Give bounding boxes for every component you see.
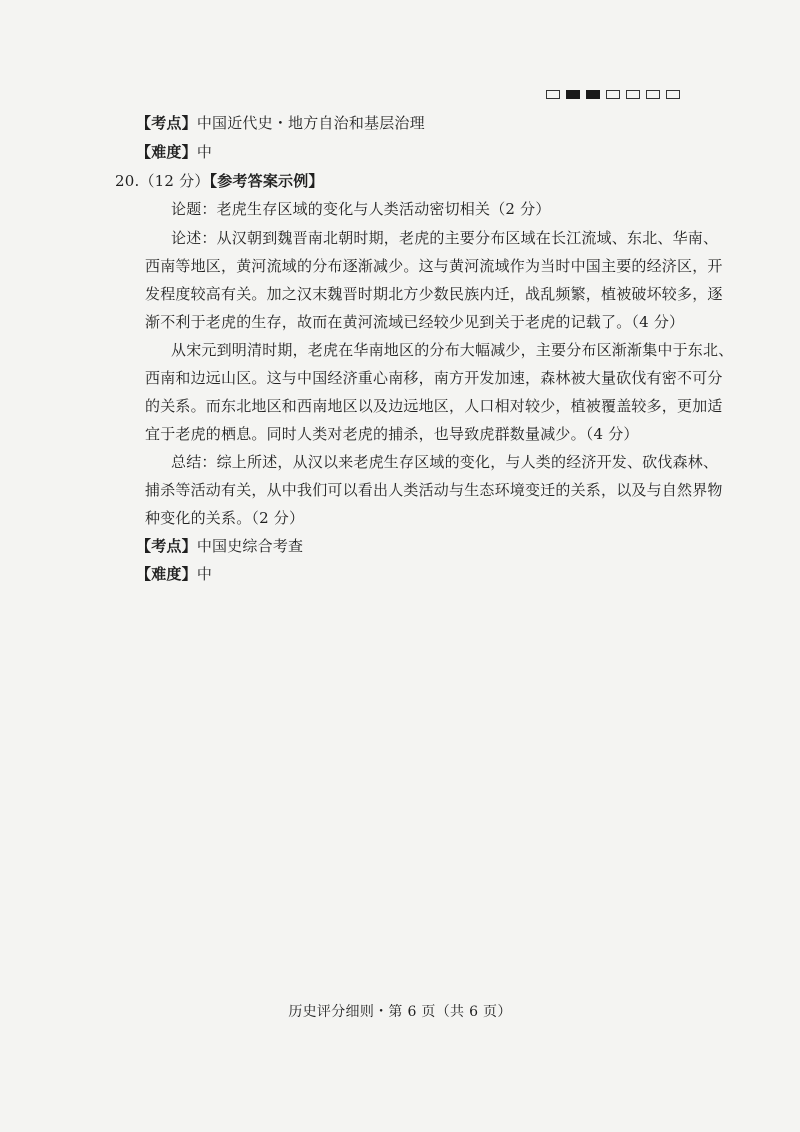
q19-nandu-line — [136, 142, 212, 162]
q20-kaodian-line — [136, 536, 303, 556]
summary-line: 种变化的关系。（2 分） — [145, 509, 305, 527]
page-marker-boxes — [546, 90, 680, 99]
argument-line: 渐不利于老虎的生存，故而在黄河流域已经较少见到关于老虎的记载了。（4 分） — [145, 313, 685, 331]
argument-line: 发程度较高有关。加之汉末魏晋时期北方少数民族内迁，战乱频繁，植被破坏较多，逐 — [145, 285, 723, 303]
kaodian-label: 【考点】 — [136, 537, 197, 555]
answer-label: 【参考答案示例】 — [209, 172, 324, 190]
argument-line: 西南和边远山区。这与中国经济重心南移，南方开发加速，森林被大量砍伐有密不可分 — [145, 369, 723, 387]
kaodian-text: 中国史综合考查 — [196, 537, 304, 555]
question-score: （12 分） — [139, 172, 210, 190]
kaodian-label: 【考点】 — [136, 114, 197, 132]
page-footer: 历史评分细则・第 6 页（共 6 页） — [288, 1004, 512, 1020]
marker-box-filled — [566, 90, 580, 99]
summary-line: 总结：综上所述，从汉以来老虎生存区域的变化，与人类的经济开发、砍伐森林、 — [171, 453, 719, 471]
marker-box — [626, 90, 640, 99]
q20-header-line — [115, 171, 324, 191]
thesis-line: 论题：老虎生存区域的变化与人类活动密切相关（2 分） — [171, 200, 551, 218]
argument-line: 宜于老虎的栖息。同时人类对老虎的捕杀，也导致虎群数量减少。（4 分） — [145, 425, 639, 443]
marker-box — [666, 90, 680, 99]
q20-nandu-line — [136, 564, 212, 584]
marker-box — [646, 90, 660, 99]
argument-line: 从宋元到明清时期，老虎在华南地区的分布大幅减少，主要分布区渐渐集中于东北、 — [171, 341, 734, 359]
marker-box-filled — [586, 90, 600, 99]
marker-box — [606, 90, 620, 99]
argument-line: 西南等地区，黄河流域的分布逐渐减少。这与黄河流域作为当时中国主要的经济区，开 — [145, 257, 723, 275]
nandu-label: 【难度】 — [136, 143, 197, 161]
nandu-label: 【难度】 — [136, 565, 197, 583]
summary-line: 捕杀等活动有关，从中我们可以看出人类活动与生态环境变迁的关系，以及与自然界物 — [145, 481, 723, 499]
nandu-text: 中 — [196, 143, 213, 161]
kaodian-text: 中国近代史・地方自治和基层治理 — [196, 114, 425, 132]
q19-kaodian-line — [136, 113, 425, 133]
argument-line: 的关系。而东北地区和西南地区以及边远地区，人口相对较少，植被覆盖较多，更加适 — [145, 397, 723, 415]
marker-box — [546, 90, 560, 99]
question-number: 20. — [115, 172, 140, 190]
nandu-text: 中 — [196, 565, 213, 583]
argument-line: 论述：从汉朝到魏晋南北朝时期，老虎的主要分布区域在长江流域、东北、华南、 — [171, 229, 719, 247]
